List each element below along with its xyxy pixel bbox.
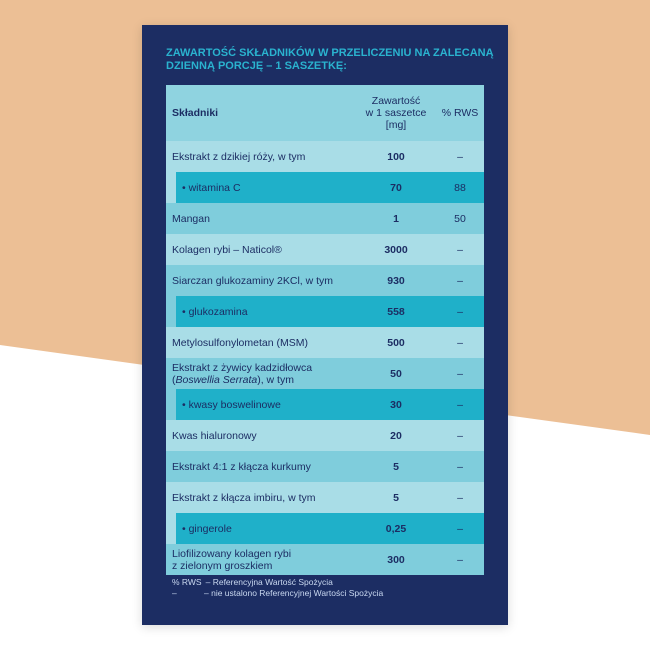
table-row <box>166 265 484 296</box>
table-row <box>166 172 484 203</box>
ingredient-rws: – <box>457 336 463 349</box>
ingredient-name: Ekstrakt z dzikiej róży, w tym <box>172 150 306 163</box>
ingredient-amount: 70 <box>390 181 402 194</box>
ingredient-amount: 1 <box>393 212 399 225</box>
table-row <box>166 420 484 451</box>
ingredient-rws: – <box>457 522 463 535</box>
ingredient-amount: 5 <box>393 491 399 504</box>
table-row <box>166 513 484 544</box>
heading-line-1: ZAWARTOŚĆ SKŁADNIKÓW W PRZELICZENIU NA ZALECANĄ <box>166 47 494 59</box>
legend <box>172 577 383 599</box>
ingredient-name: • kwasy boswelinowe <box>182 398 281 411</box>
ingredient-rws: – <box>457 150 463 163</box>
header-amount-line2: w 1 saszetce <box>365 107 427 119</box>
table-row <box>166 234 484 265</box>
ingredient-name <box>166 362 356 386</box>
ingredient-name: Ekstrakt 4:1 z kłącza kurkumy <box>172 460 311 473</box>
table-row <box>166 389 484 420</box>
table-row <box>166 482 484 513</box>
ingredient-name: Mangan <box>172 212 210 225</box>
ingredient-name: • gingerole <box>182 522 232 535</box>
ingredient-rws: – <box>457 460 463 473</box>
ingredient-amount: 20 <box>390 429 402 442</box>
header-ingredients: Składniki <box>172 107 219 119</box>
latin-name: Boswellia Serrata <box>175 373 258 386</box>
ingredient-name: Kolagen rybi – Naticol® <box>172 243 282 256</box>
ingredient-name-line1: Ekstrakt z żywicy kadzidłowca <box>172 361 313 374</box>
ingredient-name <box>166 548 356 572</box>
name-rest: ), w tym <box>257 373 294 386</box>
header-amount-line1: Zawartość <box>371 95 421 107</box>
table-row <box>166 544 484 575</box>
ingredient-name: Ekstrakt z kłącza imbiru, w tym <box>172 491 316 504</box>
table-row <box>166 327 484 358</box>
ingredient-amount: 30 <box>390 398 402 411</box>
header-rws: % RWS <box>441 107 479 119</box>
legend-symbol: % RWS <box>172 577 202 587</box>
ingredient-amount: 300 <box>387 553 405 566</box>
ingredient-rws: 50 <box>454 212 466 225</box>
ingredient-rws: – <box>457 553 463 566</box>
ingredient-name: Siarczan glukozaminy 2KCl, w tym <box>172 274 334 287</box>
ingredient-rws: – <box>457 367 463 380</box>
ingredient-amount: 0,25 <box>385 522 407 535</box>
legend-row <box>172 588 383 599</box>
ingredient-amount: 500 <box>387 336 405 349</box>
ingredient-name-line2 <box>172 374 356 386</box>
header-amount-line3: [mg] <box>385 119 407 131</box>
ingredient-amount: 100 <box>387 150 405 163</box>
ingredient-name: • glukozamina <box>182 305 248 318</box>
nutrition-heading <box>166 47 496 73</box>
ingredient-name: Metylosulfonylometan (MSM) <box>172 336 308 349</box>
ingredient-amount: 3000 <box>384 243 408 256</box>
table-row <box>166 296 484 327</box>
ingredient-amount: 5 <box>393 460 399 473</box>
table-row <box>166 203 484 234</box>
ingredient-name-line1: Liofilizowany kolagen rybi <box>172 547 292 560</box>
table-header <box>166 85 484 141</box>
ingredient-rws: 88 <box>454 181 466 194</box>
ingredient-rws: – <box>457 398 463 411</box>
ingredient-name-line2: z zielonym groszkiem <box>172 559 273 572</box>
legend-text: – nie ustalono Referencyjnej Wartości Spożycia <box>204 588 384 598</box>
ingredient-rws: – <box>457 243 463 256</box>
legend-row <box>172 577 383 588</box>
ingredient-amount: 50 <box>390 367 402 380</box>
ingredient-amount: 930 <box>387 274 405 287</box>
ingredients-table <box>166 85 484 575</box>
ingredient-name: • witamina C <box>182 181 241 194</box>
paren-open: ( <box>172 373 176 386</box>
table-row <box>166 141 484 172</box>
header-amount <box>356 95 436 131</box>
heading-line-2: DZIENNĄ PORCJĘ – 1 SASZETKĘ: <box>166 60 347 72</box>
legend-symbol: – <box>172 588 177 598</box>
ingredient-rws: – <box>457 274 463 287</box>
nutrition-card <box>142 25 508 625</box>
table-row <box>166 451 484 482</box>
ingredient-rws: – <box>457 491 463 504</box>
ingredient-rws: – <box>457 305 463 318</box>
ingredient-amount: 558 <box>387 305 405 318</box>
ingredient-rws: – <box>457 429 463 442</box>
ingredient-name: Kwas hialuronowy <box>172 429 257 442</box>
table-row <box>166 358 484 389</box>
legend-text: – Referencyjna Wartość Spożycia <box>205 577 333 587</box>
